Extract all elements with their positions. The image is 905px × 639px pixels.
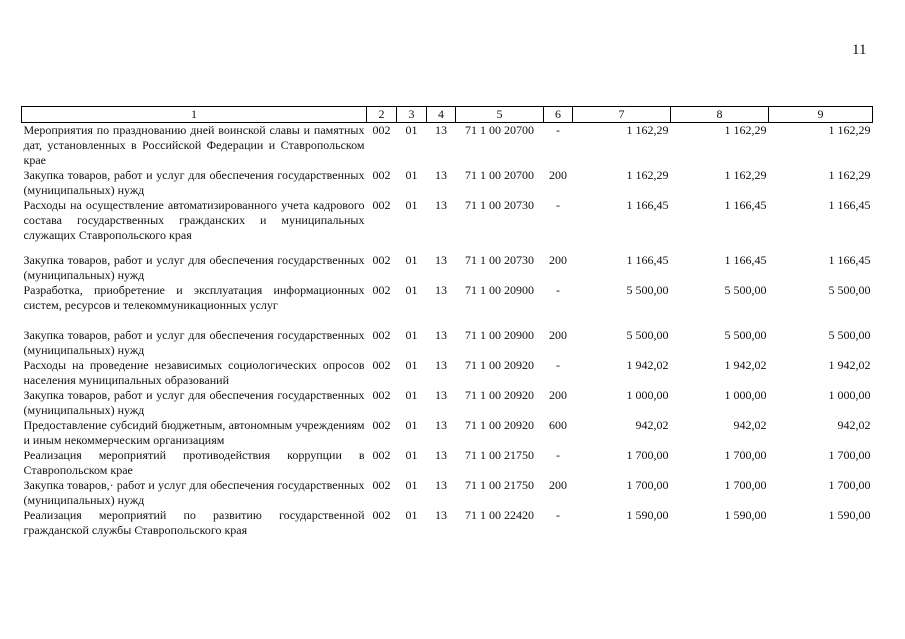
section-code: 01 — [405, 253, 418, 267]
table-row — [22, 168, 873, 198]
subsection-code: 13 — [435, 168, 447, 182]
amount-col7: 1 942,02 — [626, 358, 669, 372]
subsection-code: 13 — [435, 283, 447, 297]
ministry-code: 002 — [372, 418, 391, 432]
page-number: 11 — [852, 42, 867, 58]
amount-col8: 942,02 — [733, 418, 767, 432]
ministry-code: 002 — [372, 123, 391, 137]
amount-col7: 1 000,00 — [626, 388, 669, 402]
subsection-code: 13 — [435, 198, 447, 212]
amount-col9: 1 000,00 — [828, 388, 871, 402]
target-article-code: 71 1 00 22420 — [465, 508, 534, 522]
section-code: 01 — [405, 418, 418, 432]
item-name: Закупка товаров, работ и услуг для обеспечения государственных (муниципальных) нужд — [23, 253, 365, 282]
table-row — [22, 198, 873, 253]
target-article-code: 71 1 00 20730 — [465, 253, 534, 267]
column-header: 8 — [671, 107, 769, 123]
expense-type-code: 600 — [549, 418, 567, 432]
section-code: 01 — [405, 168, 418, 182]
expense-type-code: - — [556, 283, 560, 297]
item-name: Реализация мероприятий по развитию государственной гражданской службы Ставропольского края — [23, 508, 365, 537]
amount-col9: 1 166,45 — [828, 198, 871, 212]
item-name: Закупка товаров, работ и услуг для обеспечения государственных (муниципальных) нужд — [23, 388, 365, 417]
amount-col7: 1 162,29 — [626, 123, 669, 137]
amount-col7: 1 166,45 — [626, 198, 669, 212]
expense-type-code: - — [556, 198, 560, 212]
table-row — [22, 388, 873, 418]
target-article-code: 71 1 00 20900 — [465, 328, 534, 342]
amount-col8: 5 500,00 — [724, 283, 767, 297]
amount-col9: 1 166,45 — [828, 253, 871, 267]
item-name: Реализация мероприятий противодействия коррупции в Ставропольском крае — [23, 448, 365, 477]
item-name: Закупка товаров, работ и услуг для обеспечения государственных (муниципальных) нужд — [23, 168, 365, 197]
item-name: Предоставление субсидий бюджетным, автономным учреждениям и иным некоммерческим организациям — [23, 418, 365, 447]
budget-table — [21, 106, 873, 538]
ministry-code: 002 — [372, 358, 391, 372]
section-code: 01 — [405, 198, 418, 212]
ministry-code: 002 — [372, 168, 391, 182]
ministry-code: 002 — [372, 198, 391, 212]
table-row — [22, 508, 873, 538]
column-header: 7 — [573, 107, 671, 123]
amount-col9: 1 162,29 — [828, 123, 871, 137]
section-code: 01 — [405, 448, 418, 462]
expense-type-code: - — [556, 508, 560, 522]
amount-col7: 1 700,00 — [626, 448, 669, 462]
section-code: 01 — [405, 328, 418, 342]
amount-col9: 1 942,02 — [828, 358, 871, 372]
item-name: Мероприятия по празднованию дней воинской славы и памятных дат, установленных в Российской Федерации и Ставропольском крае — [23, 123, 365, 167]
amount-col7: 1 162,29 — [626, 168, 669, 182]
expense-type-code: 200 — [549, 478, 567, 492]
ministry-code: 002 — [372, 478, 391, 492]
column-header: 1 — [22, 107, 367, 123]
ministry-code: 002 — [372, 328, 391, 342]
amount-col9: 1 162,29 — [828, 168, 871, 182]
target-article-code: 71 1 00 21750 — [465, 448, 534, 462]
expense-type-code: 200 — [549, 253, 567, 267]
column-header: 3 — [397, 107, 427, 123]
amount-col8: 1 162,29 — [724, 168, 767, 182]
table-row — [22, 123, 873, 169]
amount-col7: 942,02 — [635, 418, 669, 432]
expense-type-code: 200 — [549, 328, 567, 342]
amount-col7: 5 500,00 — [626, 283, 669, 297]
amount-col9: 5 500,00 — [828, 283, 871, 297]
amount-col9: 1 590,00 — [828, 508, 871, 522]
column-number-row — [22, 107, 873, 123]
subsection-code: 13 — [435, 478, 447, 492]
target-article-code: 71 1 00 20920 — [465, 388, 534, 402]
ministry-code: 002 — [372, 283, 391, 297]
amount-col8: 1 162,29 — [724, 123, 767, 137]
column-header: 6 — [544, 107, 573, 123]
item-name: Расходы на осуществление автоматизированного учета кадрового состава государственных гражданских и муниципальных служащих Ставропольского края — [23, 198, 365, 242]
section-code: 01 — [405, 508, 418, 522]
ministry-code: 002 — [372, 388, 391, 402]
table-row — [22, 283, 873, 328]
section-code: 01 — [405, 358, 418, 372]
amount-col9: 5 500,00 — [828, 328, 871, 342]
item-name: Расходы на проведение независимых социологических опросов населения муниципальных образований — [23, 358, 365, 387]
expense-type-code: - — [556, 358, 560, 372]
section-code: 01 — [405, 283, 418, 297]
expense-type-code: 200 — [549, 168, 567, 182]
amount-col7: 1 590,00 — [626, 508, 669, 522]
subsection-code: 13 — [435, 253, 447, 267]
subsection-code: 13 — [435, 508, 447, 522]
table-row — [22, 253, 873, 283]
amount-col8: 1 166,45 — [724, 253, 767, 267]
ministry-code: 002 — [372, 448, 391, 462]
ministry-code: 002 — [372, 508, 391, 522]
section-code: 01 — [405, 123, 418, 137]
section-code: 01 — [405, 388, 418, 402]
subsection-code: 13 — [435, 418, 447, 432]
expense-type-code: 200 — [549, 388, 567, 402]
ministry-code: 002 — [372, 253, 391, 267]
target-article-code: 71 1 00 20900 — [465, 283, 534, 297]
target-article-code: 71 1 00 20700 — [465, 168, 534, 182]
target-article-code: 71 1 00 20700 — [465, 123, 534, 137]
amount-col9: 942,02 — [837, 418, 871, 432]
target-article-code: 71 1 00 20730 — [465, 198, 534, 212]
table-row — [22, 358, 873, 388]
amount-col8: 1 590,00 — [724, 508, 767, 522]
amount-col8: 1 000,00 — [724, 388, 767, 402]
amount-col7: 1 166,45 — [626, 253, 669, 267]
subsection-code: 13 — [435, 328, 447, 342]
amount-col9: 1 700,00 — [828, 478, 871, 492]
table-row — [22, 448, 873, 478]
subsection-code: 13 — [435, 358, 447, 372]
expense-type-code: - — [556, 448, 560, 462]
amount-col8: 5 500,00 — [724, 328, 767, 342]
table-row — [22, 328, 873, 358]
amount-col8: 1 700,00 — [724, 448, 767, 462]
column-header: 9 — [769, 107, 873, 123]
section-code: 01 — [405, 478, 418, 492]
column-header: 2 — [367, 107, 397, 123]
column-header: 4 — [427, 107, 456, 123]
subsection-code: 13 — [435, 123, 447, 137]
item-name: Закупка товаров,· работ и услуг для обеспечения государственных (муниципальных) нужд — [23, 478, 365, 507]
subsection-code: 13 — [435, 388, 447, 402]
subsection-code: 13 — [435, 448, 447, 462]
amount-col7: 1 700,00 — [626, 478, 669, 492]
amount-col8: 1 166,45 — [724, 198, 767, 212]
amount-col8: 1 700,00 — [724, 478, 767, 492]
expense-type-code: - — [556, 123, 560, 137]
item-name: Разработка, приобретение и эксплуатация информационных систем, ресурсов и телекоммуникационных услуг — [23, 283, 365, 312]
amount-col8: 1 942,02 — [724, 358, 767, 372]
amount-col7: 5 500,00 — [626, 328, 669, 342]
target-article-code: 71 1 00 20920 — [465, 358, 534, 372]
table-row — [22, 418, 873, 448]
target-article-code: 71 1 00 20920 — [465, 418, 534, 432]
target-article-code: 71 1 00 21750 — [465, 478, 534, 492]
amount-col9: 1 700,00 — [828, 448, 871, 462]
item-name: Закупка товаров, работ и услуг для обеспечения государственных (муниципальных) нужд — [23, 328, 365, 357]
column-header: 5 — [456, 107, 544, 123]
table-row — [22, 478, 873, 508]
